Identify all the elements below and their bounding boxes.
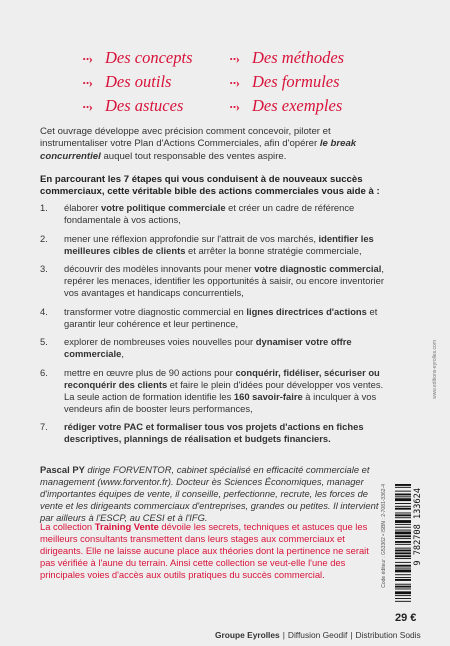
arrow-icon: ··› bbox=[229, 51, 239, 66]
step-item bbox=[40, 421, 392, 445]
step-text: 160 savoir-faire bbox=[233, 390, 303, 402]
author-bio: Pascal PY dirige FORVENTOR, cabinet spécialisé en efficacité commerciale et management (www.forventor.fr). Docteur ès Sciences Économiques, manager d'importantes équipes de vente, il conseille, perfectionne, recrute, les forces de vente et les dirigeants commerciaux d'entreprises, grandes ou petites. Il intervient par ailleurs à l'ESCP, au CESI et à l'IFG. bbox=[40, 464, 379, 523]
step-number: 3. bbox=[40, 263, 48, 274]
barcode-bar bbox=[395, 498, 411, 501]
step-text: explorer de nombreuses voies nouvelles pour bbox=[64, 336, 256, 347]
barcode-bar bbox=[395, 484, 411, 486]
author-name: Pascal PY bbox=[40, 464, 85, 475]
separator: | bbox=[282, 630, 285, 640]
step-text: et garantir leur cohérence et leur pertinence, bbox=[64, 305, 378, 329]
feature-item: ··› Des outils bbox=[82, 72, 172, 91]
barcode-bar bbox=[395, 601, 411, 602]
step-text: élaborer bbox=[64, 202, 102, 213]
barcode-bar bbox=[395, 506, 411, 507]
barcode-bar bbox=[395, 550, 411, 552]
barcode-bar bbox=[395, 591, 411, 594]
barcode-bar bbox=[395, 595, 411, 596]
barcode-bar bbox=[395, 496, 411, 497]
barcode-bar bbox=[395, 589, 411, 590]
barcode-bar bbox=[395, 579, 411, 581]
barcode-bar bbox=[395, 577, 411, 578]
step-text: rédiger votre PAC et formaliser tous vos projets d'actions en fiches descriptives, plannings de réalisation et budgets financiers. bbox=[64, 421, 364, 444]
feature-item: ··› Des astuces bbox=[82, 96, 184, 115]
code-editeur: Code éditeur : G53362 • ISBN : 2-7081-3362-4 bbox=[381, 484, 387, 588]
barcode-bar bbox=[395, 520, 411, 523]
collection-paragraph: La collection Training Vente dévoile les secrets, techniques et astuces que les meilleurs consultants transmettent dans leurs stages aux commerciaux et dirigeants. Elle ne laisse aucune place aux théories dont la pertinence ne serait pas vérifiée à l'aune du terrain. Ainsi cette collection se veut-elle l'une des principales voies d'accès aux outils pratiques du succès commercial. bbox=[40, 521, 369, 580]
arrow-icon: ··› bbox=[229, 99, 239, 114]
separator: | bbox=[350, 630, 353, 640]
step-text: lignes directrices d'actions bbox=[246, 305, 367, 317]
step-number: 7. bbox=[40, 421, 48, 432]
step-text: à inculquer à vos vendeurs afin de booster leurs performances, bbox=[64, 390, 377, 414]
barcode-bar bbox=[395, 508, 411, 510]
barcode-bar bbox=[395, 555, 411, 557]
barcode-bar bbox=[395, 568, 411, 569]
barcode-bar bbox=[395, 524, 411, 525]
step-item bbox=[40, 306, 392, 330]
step-text: , repérer les menaces, identifier les opportunités à saisir, ou encore inventorier vos avantages et handicaps concurrentiels, bbox=[64, 263, 384, 298]
step-text: mener une réflexion approfondie sur l'attrait de vos marchés, bbox=[64, 232, 319, 244]
step-item bbox=[40, 263, 392, 299]
step-text: conquérir, fidéliser, sécuriser ou reconquérir des clients bbox=[64, 366, 380, 390]
step-number: 1. bbox=[40, 202, 48, 213]
barcode-bar bbox=[395, 532, 411, 535]
step-item bbox=[40, 202, 392, 226]
barcode-bar bbox=[395, 548, 411, 549]
feature-item: ··› Des formules bbox=[229, 72, 340, 91]
site-url: www.editions-eyrolles.com bbox=[432, 340, 438, 399]
step-number: 4. bbox=[40, 305, 48, 317]
barcode-bar bbox=[395, 514, 411, 516]
step-text: dynamiser votre offre commerciale bbox=[64, 336, 352, 359]
barcode-bar bbox=[395, 541, 411, 543]
barcode-bar bbox=[395, 530, 411, 531]
step-number: 2. bbox=[40, 232, 48, 244]
step-item bbox=[40, 367, 392, 415]
step-text: votre diagnostic commercial bbox=[254, 263, 382, 274]
barcode-bar bbox=[395, 517, 411, 518]
footer-publishers bbox=[215, 630, 421, 640]
step-item bbox=[40, 233, 392, 257]
barcode-bar bbox=[395, 558, 411, 559]
step-item bbox=[40, 336, 392, 360]
intro-emphasis: le break concurrentiel bbox=[40, 138, 357, 162]
steps-list bbox=[40, 202, 392, 452]
barcode-bar bbox=[395, 586, 411, 588]
step-text: et faire le plein d'idées pour développer vos ventes. La seule action de formation identifie les bbox=[64, 378, 384, 402]
arrow-icon: ··› bbox=[229, 75, 239, 90]
barcode-bar bbox=[395, 544, 411, 545]
feature-item: ··› Des méthodes bbox=[229, 48, 345, 67]
step-number: 5. bbox=[40, 336, 48, 347]
feature-item: ··› Des exemples bbox=[229, 96, 343, 115]
diffusion: Diffusion Geodif bbox=[287, 630, 348, 640]
publisher: Groupe Eyrolles bbox=[215, 630, 280, 640]
step-text: et créer un cadre de référence fondamentale à vos actions, bbox=[64, 202, 355, 225]
step-text: transformer votre diagnostic commercial en bbox=[64, 305, 247, 317]
barcode-bar bbox=[395, 527, 411, 528]
barcode-bar bbox=[395, 538, 411, 539]
price: 29 € bbox=[395, 612, 417, 624]
arrow-icon: ··› bbox=[82, 75, 92, 90]
step-number: 6. bbox=[40, 366, 48, 378]
barcode-bar bbox=[395, 535, 411, 537]
step-text: et arrêter la bonne stratégie commerciale, bbox=[185, 244, 362, 256]
step-text: , bbox=[121, 348, 124, 359]
barcode-bar bbox=[395, 494, 411, 496]
intro-paragraph: Cet ouvrage développe avec précision comment concevoir, piloter et instrumentaliser votre Plan d'Actions Commerciales, afin d'opérer le break concurrentiel auquel tout responsable des ventes aspire. bbox=[40, 126, 357, 162]
step-text: mettre en œuvre plus de 90 actions pour bbox=[64, 366, 236, 378]
step-text: découvrir des modèles innovants pour mener bbox=[64, 263, 255, 274]
barcode-bar bbox=[395, 565, 411, 567]
barcode-bar bbox=[395, 570, 411, 573]
feature-item: ··› Des concepts bbox=[82, 48, 193, 67]
barcode-bar bbox=[395, 562, 411, 563]
barcode-bar bbox=[395, 574, 411, 575]
step-text: identifier les meilleures cibles de clients bbox=[64, 232, 374, 256]
barcode-bar bbox=[395, 487, 411, 488]
step-text: votre politique commerciale bbox=[101, 202, 226, 213]
barcode-bar bbox=[395, 584, 411, 585]
barcode-digits: 9 782708 133624 bbox=[413, 488, 423, 566]
collection-name: Training Vente bbox=[94, 521, 159, 532]
barcode-bar bbox=[395, 552, 411, 554]
arrow-icon: ··› bbox=[82, 99, 92, 114]
distribution: Distribution Sodis bbox=[355, 630, 421, 640]
barcode-bar bbox=[395, 598, 411, 599]
barcode-bar bbox=[395, 491, 411, 492]
barcode-bar bbox=[395, 503, 411, 504]
arrow-icon: ··› bbox=[82, 51, 92, 66]
lead-paragraph: En parcourant les 7 étapes qui vous conduisent à de nouveaux succès commerciaux, cette véritable bible des actions commerciales vous aide à : bbox=[40, 174, 380, 198]
barcode-bar bbox=[395, 513, 411, 514]
